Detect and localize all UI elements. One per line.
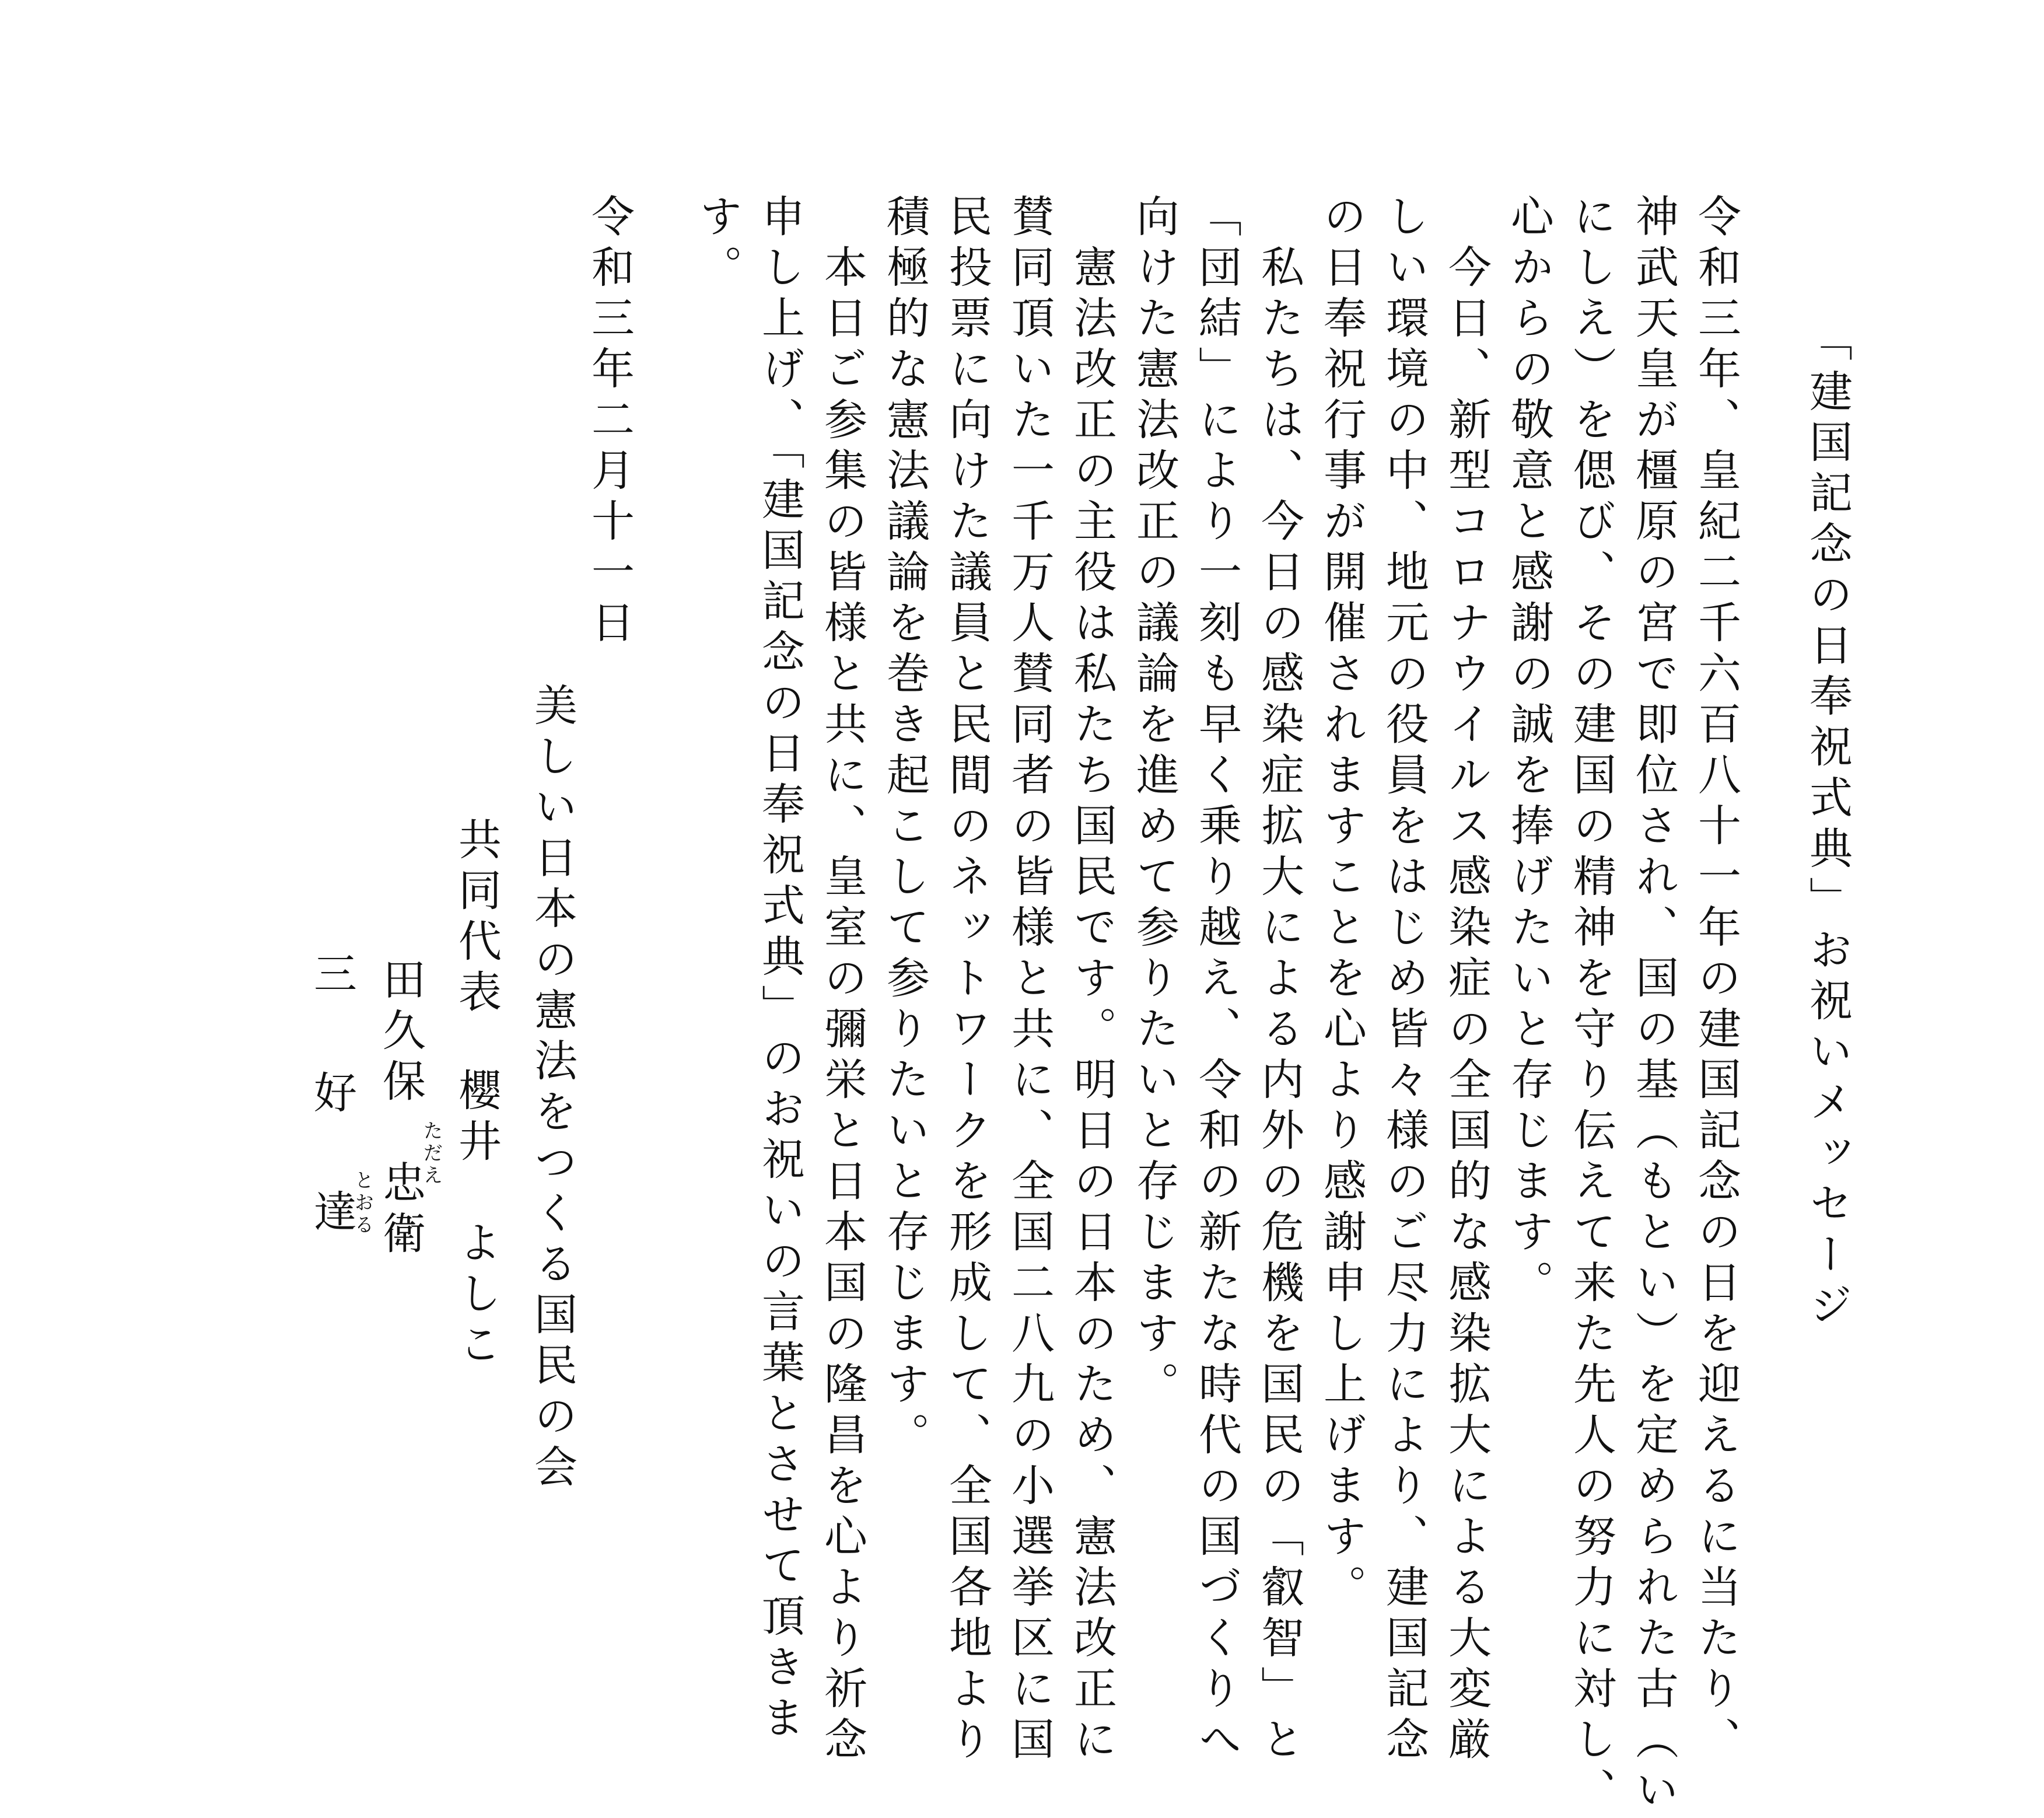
representative-name-2-ruby: ただえ [419,1120,443,1187]
organization-name: 美しい日本の憲法をつくる国民の会 [527,683,578,1495]
body-line-8: 私たちは、今日の感染症拡大による内外の危機を国民の「叡智」と [1254,244,1304,1767]
body-line-11: 憲法改正の主役は私たち国民です。明日の日本のため、憲法改正に [1067,244,1117,1767]
body-line-15: 本日ご参集の皆様と共に、皇室の彌栄と日本国の隆昌を心より祈念 [817,244,867,1767]
body-line-10: 向けた憲法改正の議論を進めて参りたいと存じます。 [1129,194,1180,1412]
body-line-9: 「団結」により一刻も早く乗り越え、令和の新たな時代の国づくりへ [1192,194,1242,1767]
body-line-7: の日奉祝行事が開催されますことを心より感謝申し上げます。 [1317,194,1367,1615]
body-line-14: 積極的な憲法議論を巻き起こして参りたいと存じます。 [880,194,930,1463]
body-line-13: 民投票に向けた議員と民間のネットワークを形成して、全国各地より [942,194,992,1767]
representative-name-2: 田久保 忠衛 [376,957,426,1261]
body-line-12: 賛同頂いた一千万人賛同者の皆様と共に、全国二八九の小選挙区に国 [1005,194,1055,1767]
document-title: 「建国記念の日奉祝式典」お祝いメッセージ [1803,318,1853,1333]
body-line-2: 神武天皇が橿原の宮で即位され、国の基（もとい）を定められた古（い [1629,194,1679,1818]
body-line-4: 心からの敬意と感謝の誠を捧げたいと存じます。 [1504,194,1554,1310]
body-line-6: しい環境の中、地元の役員をはじめ皆々様のご尽力により、建国記念 [1379,194,1429,1767]
representative-name-3: 三 好 達 [307,951,357,1249]
body-line-1: 令和三年、皇紀二千六百八十一年の建国記念の日を迎えるに当たり、 [1691,194,1741,1767]
body-line-17: す。 [692,194,743,295]
body-line-5: 今日、新型コロナウイルス感染症の全国的な感染拡大による大変厳 [1441,244,1492,1767]
co-representative-label: 共同代表 [452,817,502,1020]
body-line-16: 申し上げ、「建国記念の日奉祝式典」のお祝いの言葉とさせて頂きま [755,194,805,1746]
body-line-3: にしえ）を偲び、その建国の精神を守り伝えて来た先人の努力に対し、 [1566,194,1616,1818]
representative-name-3-ruby: とおる [351,1170,374,1236]
representative-name-1: 櫻井 よしこ [452,1068,502,1372]
document-date: 令和三年二月十一日 [584,194,635,651]
